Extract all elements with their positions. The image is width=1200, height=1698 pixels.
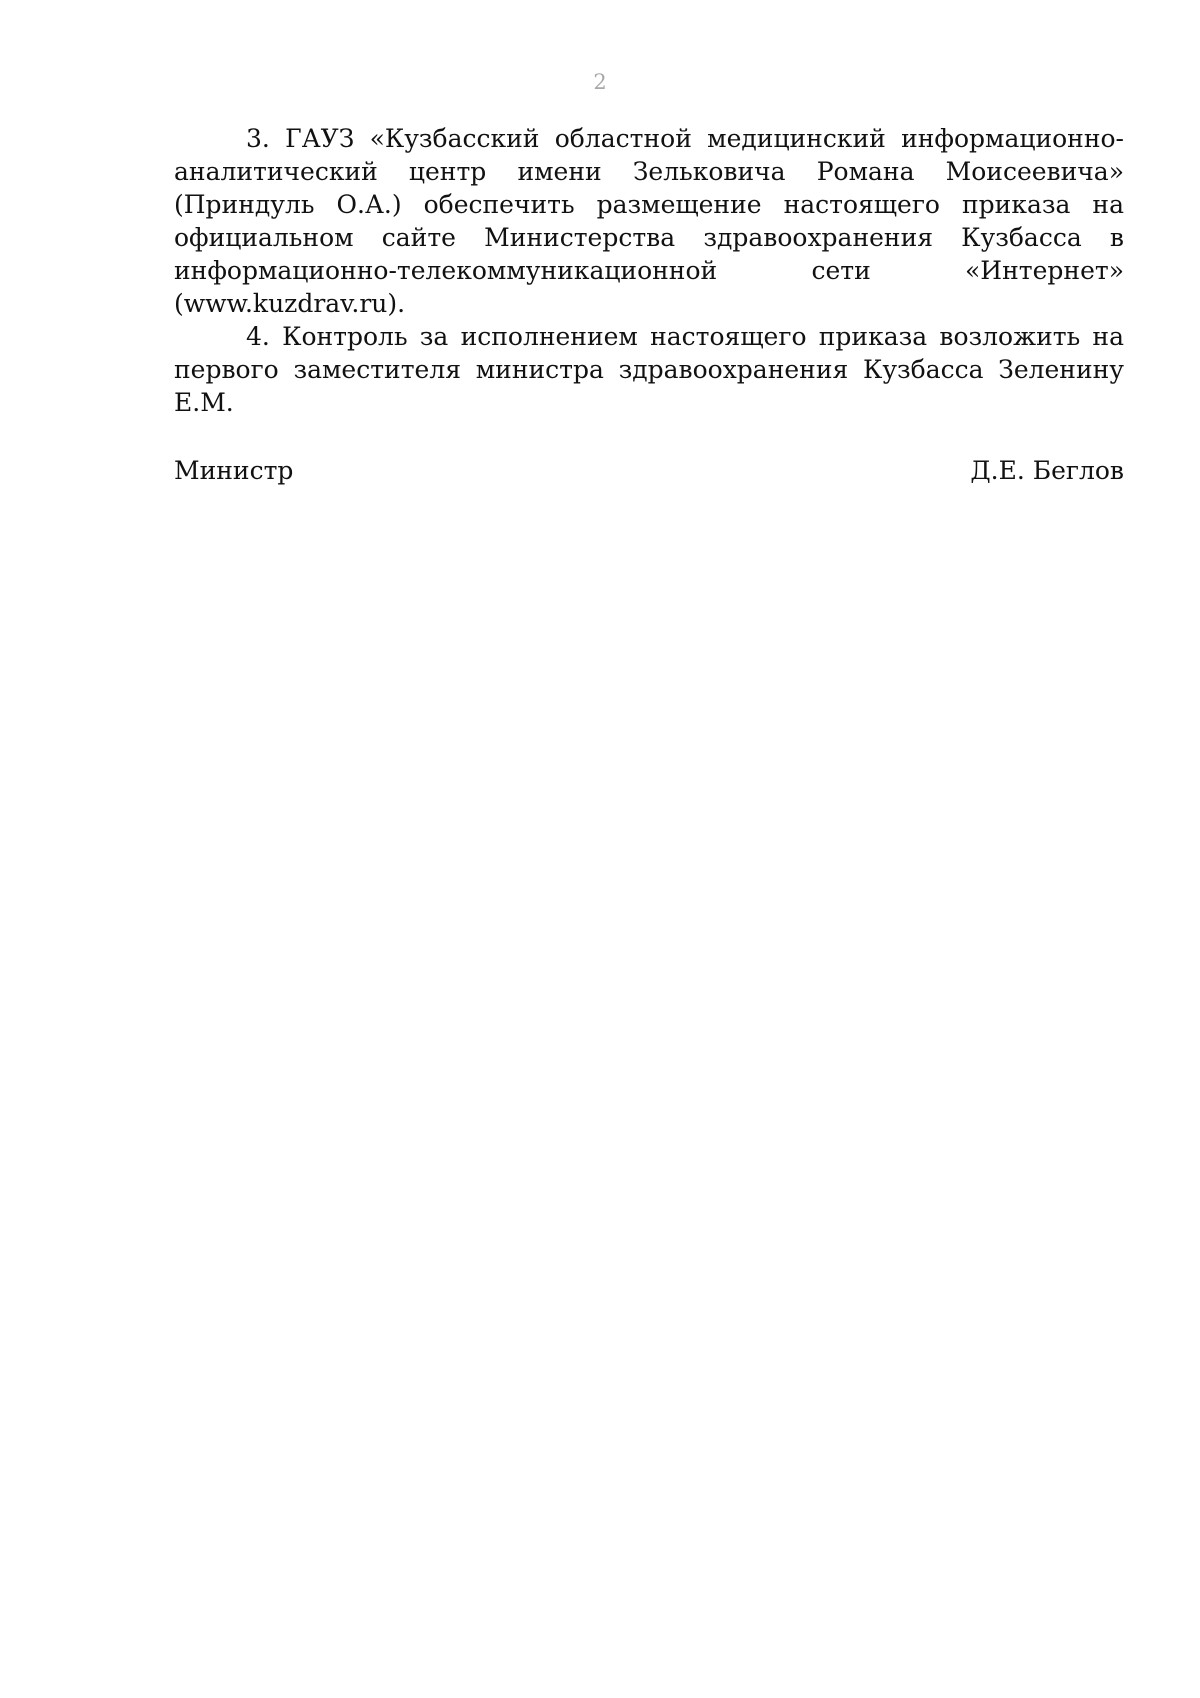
paragraph-3-number: 3. xyxy=(246,124,270,153)
paragraph-4-number: 4. xyxy=(246,322,270,351)
document-body xyxy=(174,122,1124,419)
signature-block xyxy=(174,454,1124,487)
paragraph-3-text: ГАУЗ «Кузбасский областной медицинский информационно-аналитический центр имени Зельковича Романа Моисеевича» (Приндуль О.А.) обеспечить размещение настоящего приказа на официальном сайте Министерства здравоохранения Кузбасса в информационно-телекоммуникационной сети «Интернет» (www.kuzdrav.ru). xyxy=(174,124,1124,318)
paragraph-3 xyxy=(174,122,1124,320)
paragraph-4-text: Контроль за исполнением настоящего приказа возложить на первого заместителя министра здравоохранения Кузбасса Зеленину Е.М. xyxy=(174,322,1124,417)
page-number: 2 xyxy=(593,70,607,94)
signatory-name: Д.Е. Беглов xyxy=(970,456,1124,485)
paragraph-4 xyxy=(174,320,1124,419)
signatory-position: Министр xyxy=(174,456,294,485)
